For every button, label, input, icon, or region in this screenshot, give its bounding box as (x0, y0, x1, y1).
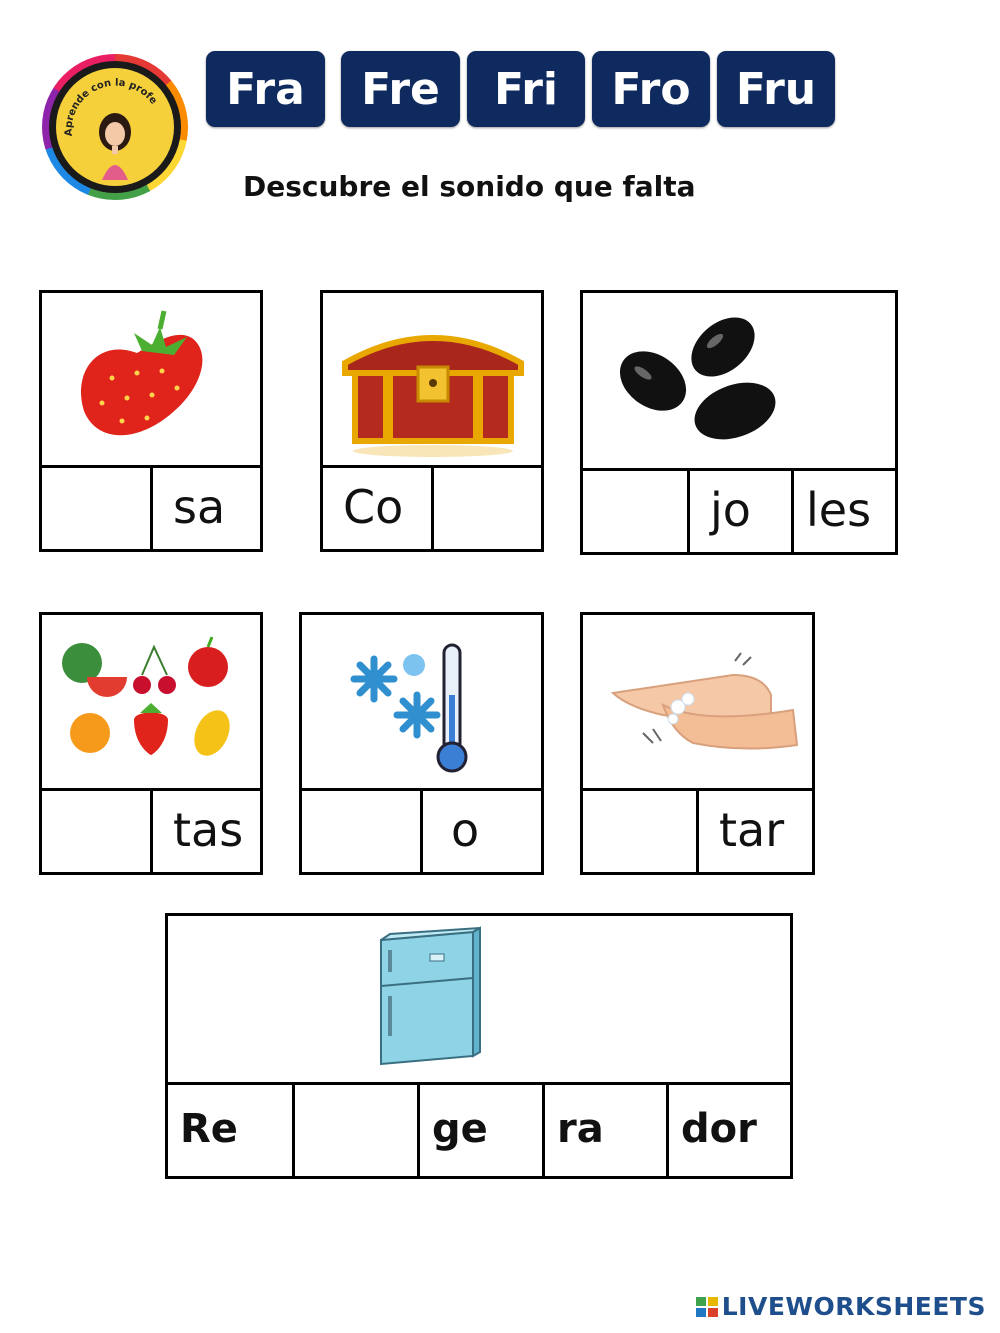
word-segment: tar (696, 788, 812, 872)
word-segment: jo (687, 468, 791, 552)
word-segment: tas (150, 788, 260, 872)
fruits-picture (42, 615, 260, 791)
missing-syllable-field[interactable] (42, 465, 150, 549)
aprende-con-la-profe-logo (42, 54, 188, 200)
rubbing-hands-picture (583, 615, 812, 791)
word-card-strawberry (39, 290, 263, 552)
word-segment: ge (417, 1082, 542, 1176)
word-segment: Co (343, 480, 404, 534)
missing-syllable-field[interactable] (42, 788, 150, 872)
liveworksheets-footer[interactable] (695, 1292, 986, 1321)
treasure-chest-icon (323, 293, 541, 465)
teacher-avatar-icon (42, 54, 188, 200)
word-card-cold (299, 612, 544, 875)
refrigerator-picture (168, 916, 790, 1085)
cold-picture (302, 615, 541, 791)
word-card-rub (580, 612, 815, 875)
word-segment: ra (542, 1082, 666, 1176)
word-card-treasure-chest (320, 290, 544, 552)
beans-icon (583, 293, 895, 468)
missing-syllable-field[interactable] (302, 788, 420, 872)
liveworksheets-brand: LIVEWORKSHEETS (721, 1292, 986, 1321)
word-segment: dor (666, 1082, 790, 1176)
beans-picture (583, 293, 895, 471)
logo-text: Aprende con la profe (63, 77, 159, 137)
missing-syllable-field[interactable] (583, 468, 687, 552)
missing-syllable-field[interactable] (292, 1082, 417, 1176)
liveworksheets-logo-icon (695, 1295, 719, 1319)
word-card-beans (580, 290, 898, 555)
treasure-chest-picture (323, 293, 541, 468)
word-segment: Re (180, 1106, 238, 1152)
syllable-fre-button[interactable]: Fre (341, 51, 460, 127)
rubbing-hands-icon (583, 615, 812, 788)
strawberry-icon (42, 293, 260, 465)
cold-thermometer-icon (302, 615, 541, 788)
fruits-icon (42, 615, 260, 788)
syllable-fri-button[interactable]: Fri (467, 51, 585, 127)
word-segment: o (420, 788, 541, 872)
strawberry-picture (42, 293, 260, 468)
syllable-fro-button[interactable]: Fro (592, 51, 710, 127)
word-segment: les (791, 468, 895, 552)
word-segment: sa (150, 465, 260, 549)
word-card-fruits (39, 612, 263, 875)
refrigerator-icon (168, 916, 790, 1082)
syllable-fru-button[interactable]: Fru (717, 51, 835, 127)
missing-syllable-field[interactable] (431, 465, 541, 549)
missing-syllable-field[interactable] (583, 788, 696, 872)
word-card-refrigerator (165, 913, 793, 1179)
syllable-fra-button[interactable]: Fra (206, 51, 325, 127)
instruction-title: Descubre el sonido que falta (243, 170, 696, 203)
